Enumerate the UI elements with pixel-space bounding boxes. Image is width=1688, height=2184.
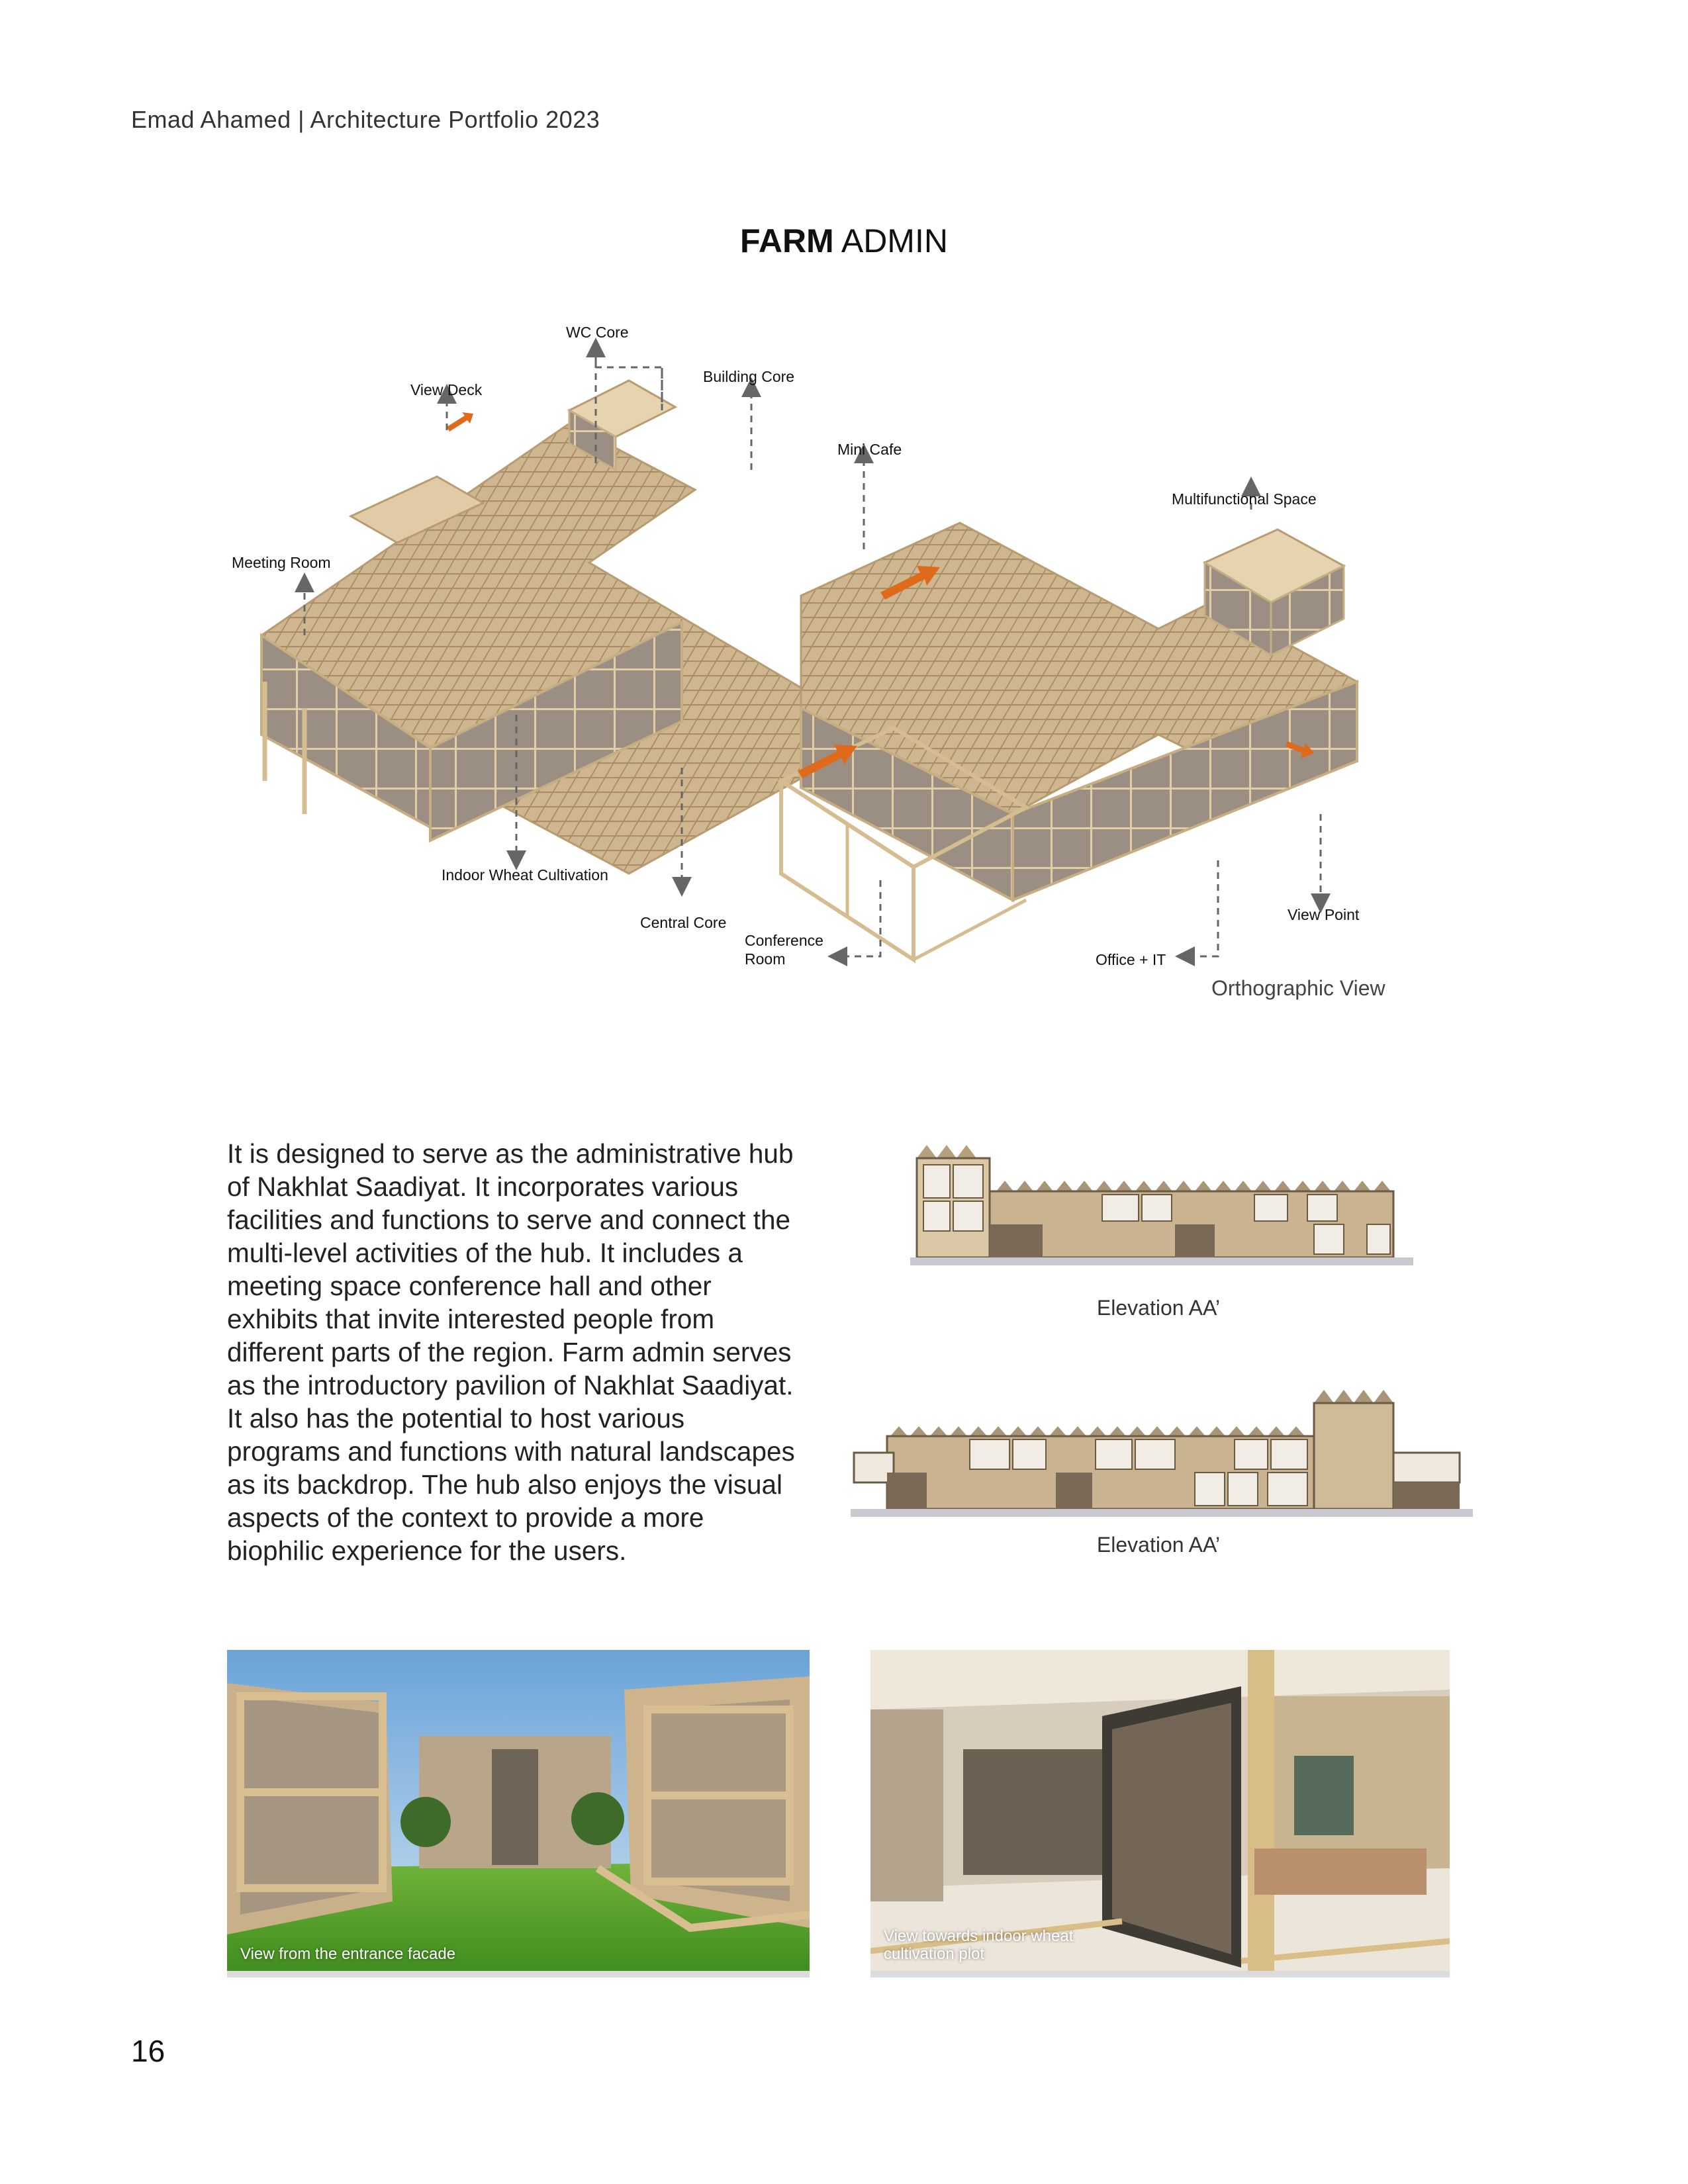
building-axonometric [218,311,1443,1013]
label-view-deck: View Deck [410,381,483,398]
photo-caption-entrance: View from the entrance facade [240,1945,456,1963]
title-light: ADMIN [841,222,948,259]
elevation-2-svg [851,1380,1473,1542]
elevation-caption-1: Elevation AA’ [1096,1296,1221,1320]
elevation-drawing-2 [851,1380,1473,1542]
entrance-render-svg [227,1650,810,1978]
label-conference-line1: Conference [745,932,823,949]
orthographic-diagram [218,311,1443,1013]
photo-caption-interior-line1: View towards indoor wheat [884,1927,1074,1945]
portfolio-header: Emad Ahamed | Architecture Portfolio 2023 [131,106,600,133]
elevation-1-svg [910,1138,1413,1284]
description-paragraph: It is designed to serve as the administrative hub of Nakhlat Saadiyat. It incorporates various facilities and functions to serve and connect the multi-level activities of the hub. It includes a meeting space conference hall and other exhibits that invite interested people from different parts of the region. Farm admin serves as the introductory pavilion of Nakhlat Saadiyat. It also has the potential to host various programs and functions with natural landscapes as its backdrop. The hub also enjoys the visual aspects of the context to provide a more biophilic experience for the users. [227,1138,795,1566]
elevation-caption-2: Elevation AA’ [1096,1533,1221,1557]
page-title [0,222,1688,260]
photo-caption-interior-line2: cultivation plot [884,1945,985,1963]
render-indoor-wheat [870,1650,1450,1978]
diagram-caption: Orthographic View [1211,976,1385,1000]
label-indoor-wheat: Indoor Wheat Cultivation [442,866,608,884]
page-number: 16 [131,2034,165,2068]
label-conference-line2: Room [745,950,786,968]
elevation-drawing-1 [910,1138,1413,1284]
label-central-core: Central Core [640,914,727,931]
label-mini-cafe: Mini Cafe [837,441,902,458]
label-office-it: Office + IT [1096,951,1166,968]
render-entrance-facade [227,1650,810,1978]
label-conference-room [745,931,823,968]
label-wc-core: WC Core [566,324,629,341]
label-view-point: View Point [1288,906,1360,923]
photo-caption-interior [884,1927,1073,1963]
title-bold: FARM [740,222,834,259]
label-meeting-room: Meeting Room [232,554,331,571]
label-multifunctional-space: Multifunctional Space [1172,490,1317,508]
label-building-core: Building Core [703,368,795,385]
